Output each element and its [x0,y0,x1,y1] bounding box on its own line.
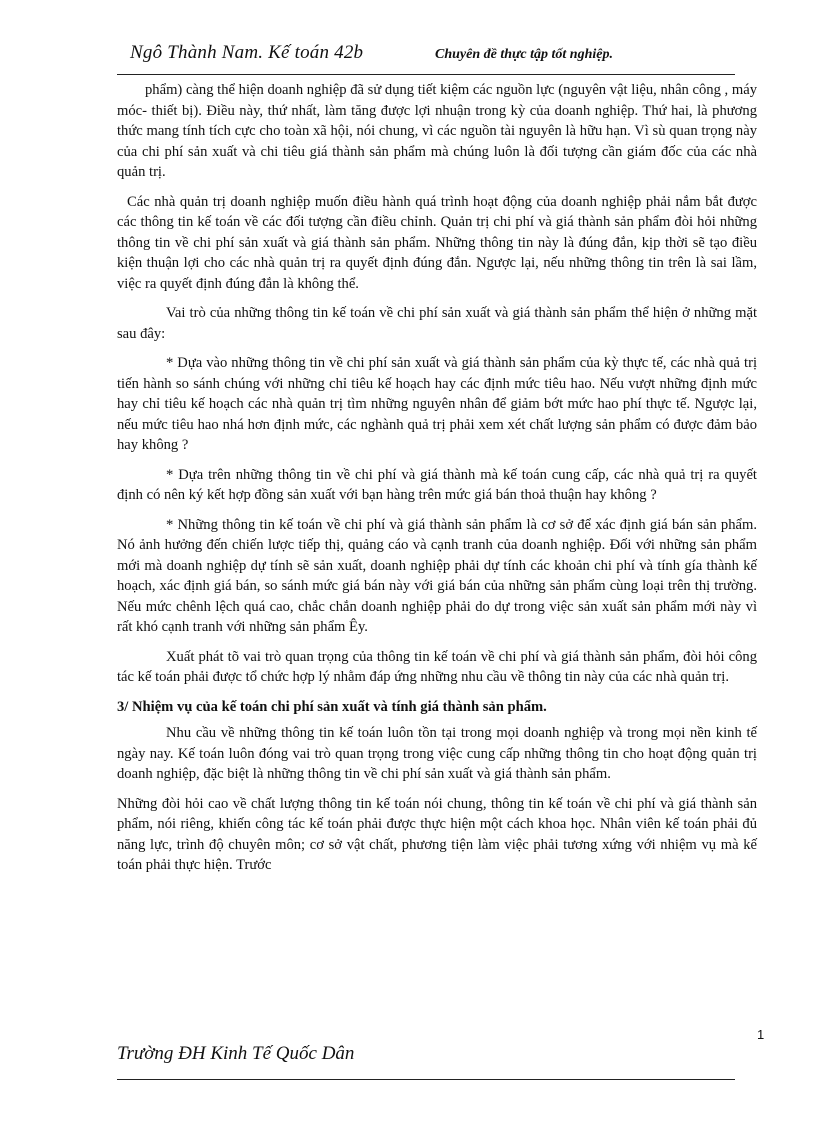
section-heading: 3/ Nhiệm vụ của kế toán chi phí sản xuất và tính giá thành sản phẩm. [117,698,547,715]
document-body [117,80,757,885]
paragraph: Những đòi hỏi cao về chất lượng thông tin kế toán nói chung, thông tin kế toán về chi phí và giá thành sản phẩm, nói riêng, khiến công tác kế toán phải được thực hiện một cách khoa học. Nhân viên kế toán phải đủ năng lực, trình độ chuyên môn; cơ sở vật chất, phương tiện làm việc phải tương xứng với nhiệm vụ mà kế toán phải thực hiện. Trước [117,795,757,873]
paragraph: Nhu cầu về những thông tin kế toán luôn tồn tại trong mọi doanh nghiệp và trong mọi nền kinh tế ngày nay. Kế toán luôn đóng vai trò quan trọng trong việc cung cấp những thông tin cho hoạt động quản trị doanh nghiệp, đặc biệt là những thông tin về chi phí sản xuất và giá thành sản phẩm. [117,725,757,782]
header-document-title: Chuyên đề thực tập tốt nghiệp. [435,47,613,62]
page-footer: Trường ĐH Kinh Tế Quốc Dân [117,1043,355,1064]
paragraph: Các nhà quản trị doanh nghiệp muốn điều hành quá trình hoạt động của doanh nghiệp phải nắm bắt được các thông tin kế toán về các đối tượng cần điều chỉnh. Quản trị chi phí và giá thành sản phẩm đòi hỏi những thông tin về chi phí sản xuất và giá thành sản phẩm. Những thông tin này là đúng đắn, kịp thời sẽ tạo điều kiện thuận lợi cho các nhà quản trị ra quyết định đúng đắn. Ngược lại, nếu những thông tin trên là sai lầm, việc ra quyết định đúng đắn là không thể. [117,193,757,292]
bullet-paragraph: * Dựa trên những thông tin về chi phí và giá thành mà kế toán cung cấp, các nhà quả trị ra quyết định có nên ký kết hợp đồng sản xuất với bạn hàng trên mức giá bán thoả thuận hay không ? [117,466,757,503]
bullet-paragraph: * Những thông tin kế toán về chi phí và giá thành sản phẩm là cơ sở để xác định giá bán sản phẩm. Nó ảnh hưởng đến chiến lược tiếp thị, quảng cáo và cạnh tranh của doanh nghiệp. Đối với những sản phẩm mới mà doanh nghiệp dự tính sẽ sản xuất, doanh nghiệp phải dự tính các khoản chi phí và tính gía thành kế hoạch, xác định giá bán, so sánh mức giá bán này với giá bán của những sản phẩm cùng loại trên thị trường. Nếu mức chênh lệch quá cao, chắc chắn doanh nghiệp phải do dự trong việc sản xuất sản phẩm mới này vì rất khó cạnh tranh với những sản phẩm Êy. [117,516,757,635]
page-header [130,42,740,70]
paragraph: phẩm) càng thể hiện doanh nghiệp đã sử dụng tiết kiệm các nguồn lực (nguyên vật liệu, nhân công , máy móc- thiết bị). Điều này, thứ nhất, làm tăng được lợi nhuận trong kỳ của doanh nghiệp. Thứ hai, là phương thức mang tính tích cực cho toàn xã hội, nói chung, vì các nguồn tài nguyên là hữu hạn. Vì sù quan trọng này của chi phí sản xuất và chi tiêu giá thành sản phẩm mà chúng luôn là đối tượng cần giám đốc của các nhà quản trị. [117,82,757,180]
bullet-paragraph: * Dựa vào những thông tin về chi phí sản xuất và giá thành sản phẩm của kỳ thực tế, các nhà quả trị tiến hành so sánh chúng với những chỉ tiêu kế hoạch hay các định mức tiêu hao. Nếu vượt những định mức hay chỉ tiêu kế hoạch các nhà quản trị tìm những nguyên nhân để giảm bớt mức hao phí thực tế. Ngược lại, nếu mức tiêu hao nhá hơn định mức, các nghành quả trị phải xem xét chất lượng sản phẩm có được đảm bảo hay không ? [117,355,757,453]
footer-divider [117,1079,735,1080]
header-divider [117,74,735,75]
header-author: Ngô Thành Nam. Kế toán 42b [130,42,364,63]
page-number: 1 [757,1027,765,1042]
paragraph: Vai trò của những thông tin kế toán về chi phí sản xuất và giá thành sản phẩm thể hiện ở những mặt sau đây: [117,305,757,342]
paragraph: Xuất phát tõ vai trò quan trọng của thông tin kế toán về chi phí và giá thành sản phẩm, đòi hỏi công tác kế toán phải được tổ chức hợp lý nhằm đáp ứng những nhu cầu về thông tin này của các nhà quản trị. [117,648,757,685]
